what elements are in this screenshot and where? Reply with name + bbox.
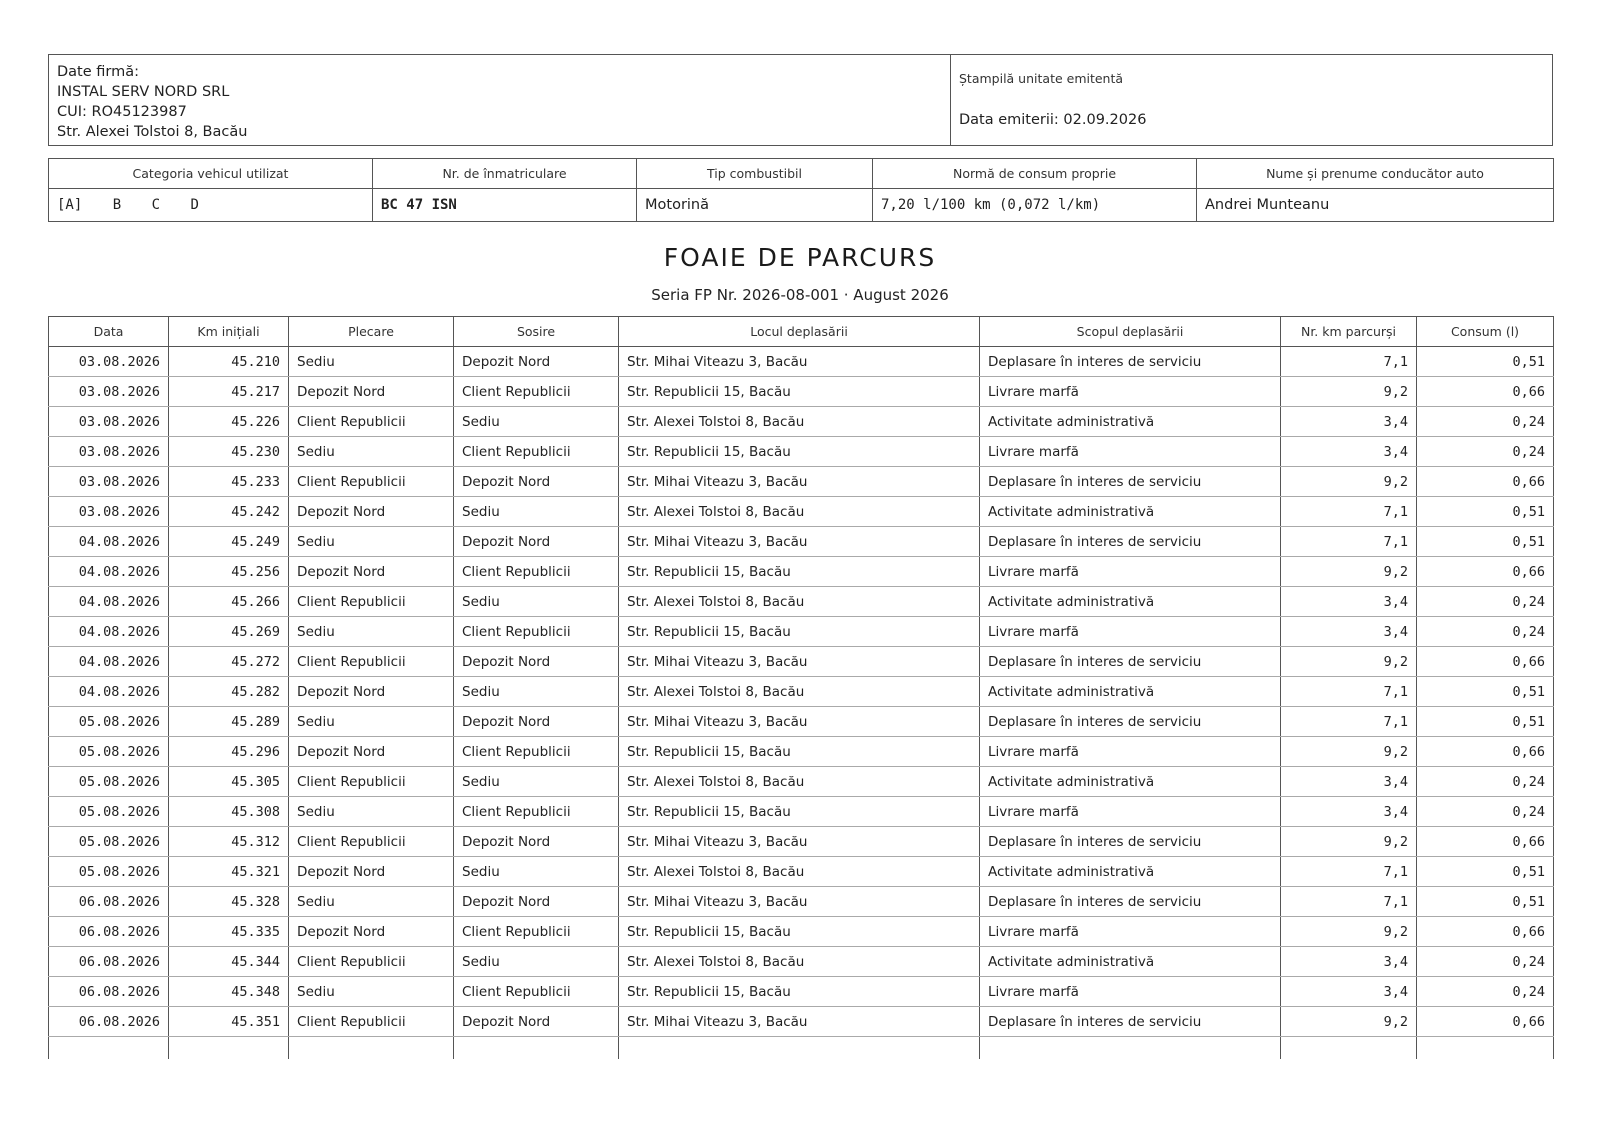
- arrival-cell: Sediu: [454, 407, 619, 437]
- consumption-cell: 0,24: [1417, 617, 1554, 647]
- location-cell: Str. Republicii 15, Bacău: [619, 737, 980, 767]
- purpose-cell: Deplasare în interes de serviciu: [980, 527, 1281, 557]
- arrival-cell: Depozit Nord: [454, 707, 619, 737]
- trips-header-row: [49, 317, 1554, 347]
- date-cell: 03.08.2026: [49, 377, 169, 407]
- location-cell: Str. Mihai Viteazu 3, Bacău: [619, 887, 980, 917]
- consumption-cell: 0,51: [1417, 707, 1554, 737]
- table-row: [49, 917, 1554, 947]
- fuel-type: Motorină: [637, 189, 873, 222]
- trips-table: [48, 316, 1554, 1059]
- arrival-cell: Sediu: [454, 767, 619, 797]
- consumption-cell: 0,24: [1417, 947, 1554, 977]
- table-row: [49, 947, 1554, 977]
- km-traveled-cell: 3,4: [1281, 947, 1417, 977]
- km-traveled-cell: 7,1: [1281, 857, 1417, 887]
- km-traveled-cell: 3,4: [1281, 977, 1417, 1007]
- km-traveled-cell: 3,4: [1281, 407, 1417, 437]
- table-row: [49, 437, 1554, 467]
- empty-cell: [1281, 1037, 1417, 1059]
- purpose-cell: Deplasare în interes de serviciu: [980, 1007, 1281, 1037]
- table-row: [49, 527, 1554, 557]
- table-row: [49, 347, 1554, 377]
- page-title: FOAIE DE PARCURS: [663, 243, 937, 272]
- column-header: Plecare: [289, 317, 454, 347]
- arrival-cell: Client Republicii: [454, 377, 619, 407]
- km-traveled-cell: 9,2: [1281, 647, 1417, 677]
- departure-cell: Depozit Nord: [289, 857, 454, 887]
- date-cell: 05.08.2026: [49, 827, 169, 857]
- departure-cell: Client Republicii: [289, 827, 454, 857]
- company-cui: CUI: RO45123987: [57, 104, 187, 120]
- departure-cell: Sediu: [289, 707, 454, 737]
- departure-cell: Client Republicii: [289, 647, 454, 677]
- km-start-cell: 45.269: [169, 617, 289, 647]
- stamp-label: Ștampilă unitate emitentă: [959, 71, 1124, 86]
- vehicle-value-row: [49, 189, 1554, 222]
- purpose-cell: Activitate administrativă: [980, 857, 1281, 887]
- km-traveled-cell: 9,2: [1281, 827, 1417, 857]
- location-cell: Str. Mihai Viteazu 3, Bacău: [619, 467, 980, 497]
- purpose-cell: Livrare marfă: [980, 977, 1281, 1007]
- purpose-cell: Livrare marfă: [980, 917, 1281, 947]
- table-row: [49, 977, 1554, 1007]
- arrival-cell: Sediu: [454, 587, 619, 617]
- km-traveled-cell: 3,4: [1281, 767, 1417, 797]
- departure-cell: Depozit Nord: [289, 737, 454, 767]
- km-traveled-cell: 3,4: [1281, 617, 1417, 647]
- date-cell: 04.08.2026: [49, 647, 169, 677]
- location-cell: Str. Mihai Viteazu 3, Bacău: [619, 827, 980, 857]
- km-traveled-cell: 9,2: [1281, 467, 1417, 497]
- date-cell: 05.08.2026: [49, 857, 169, 887]
- km-traveled-cell: 7,1: [1281, 677, 1417, 707]
- consumption-cell: 0,51: [1417, 347, 1554, 377]
- location-cell: Str. Alexei Tolstoi 8, Bacău: [619, 497, 980, 527]
- vehicle-header-row: [49, 159, 1554, 189]
- column-header: Consum (l): [1417, 317, 1554, 347]
- table-row: [49, 467, 1554, 497]
- date-cell: 03.08.2026: [49, 347, 169, 377]
- date-cell: 05.08.2026: [49, 767, 169, 797]
- company-header: [48, 54, 1553, 146]
- column-header: Nr. km parcurși: [1281, 317, 1417, 347]
- location-cell: Str. Mihai Viteazu 3, Bacău: [619, 647, 980, 677]
- date-cell: 06.08.2026: [49, 887, 169, 917]
- consumption-cell: 0,51: [1417, 887, 1554, 917]
- arrival-cell: Sediu: [454, 857, 619, 887]
- consumption-cell: 0,24: [1417, 797, 1554, 827]
- arrival-cell: Sediu: [454, 677, 619, 707]
- date-cell: 03.08.2026: [49, 467, 169, 497]
- purpose-cell: Livrare marfă: [980, 377, 1281, 407]
- arrival-cell: Client Republicii: [454, 437, 619, 467]
- location-cell: Str. Republicii 15, Bacău: [619, 437, 980, 467]
- purpose-cell: Deplasare în interes de serviciu: [980, 827, 1281, 857]
- column-header: Locul deplasării: [619, 317, 980, 347]
- arrival-cell: Depozit Nord: [454, 647, 619, 677]
- purpose-cell: Deplasare în interes de serviciu: [980, 887, 1281, 917]
- km-start-cell: 45.321: [169, 857, 289, 887]
- date-cell: 04.08.2026: [49, 617, 169, 647]
- consumption-cell: 0,24: [1417, 767, 1554, 797]
- departure-cell: Client Republicii: [289, 1007, 454, 1037]
- location-cell: Str. Alexei Tolstoi 8, Bacău: [619, 677, 980, 707]
- company-address: Str. Alexei Tolstoi 8, Bacău: [57, 124, 248, 140]
- page-subtitle: Seria FP Nr. 2026-08-001 · August 2026: [651, 286, 949, 304]
- company-name: INSTAL SERV NORD SRL: [57, 84, 230, 100]
- km-start-cell: 45.230: [169, 437, 289, 467]
- table-row: [49, 887, 1554, 917]
- km-traveled-cell: 7,1: [1281, 707, 1417, 737]
- table-row: [49, 497, 1554, 527]
- table-row: [49, 827, 1554, 857]
- purpose-cell: Activitate administrativă: [980, 947, 1281, 977]
- consumption-cell: 0,66: [1417, 377, 1554, 407]
- consumption-cell: 0,66: [1417, 557, 1554, 587]
- km-start-cell: 45.344: [169, 947, 289, 977]
- vehicle-info-table: [48, 158, 1554, 222]
- consumption-cell: 0,66: [1417, 647, 1554, 677]
- purpose-cell: Activitate administrativă: [980, 677, 1281, 707]
- purpose-cell: Livrare marfă: [980, 437, 1281, 467]
- km-start-cell: 45.242: [169, 497, 289, 527]
- km-start-cell: 45.266: [169, 587, 289, 617]
- departure-cell: Sediu: [289, 977, 454, 1007]
- departure-cell: Depozit Nord: [289, 497, 454, 527]
- table-row: [49, 857, 1554, 887]
- purpose-cell: Livrare marfă: [980, 617, 1281, 647]
- company-label: Date firmă:: [57, 64, 140, 80]
- consumption-cell: 0,24: [1417, 437, 1554, 467]
- location-cell: Str. Mihai Viteazu 3, Bacău: [619, 347, 980, 377]
- km-start-cell: 45.348: [169, 977, 289, 1007]
- km-traveled-cell: 9,2: [1281, 377, 1417, 407]
- purpose-cell: Activitate administrativă: [980, 407, 1281, 437]
- purpose-cell: Livrare marfă: [980, 557, 1281, 587]
- location-cell: Str. Republicii 15, Bacău: [619, 917, 980, 947]
- table-row: [49, 677, 1554, 707]
- departure-cell: Depozit Nord: [289, 677, 454, 707]
- date-cell: 05.08.2026: [49, 797, 169, 827]
- arrival-cell: Sediu: [454, 947, 619, 977]
- km-traveled-cell: 9,2: [1281, 737, 1417, 767]
- location-cell: Str. Alexei Tolstoi 8, Bacău: [619, 587, 980, 617]
- km-traveled-cell: 7,1: [1281, 347, 1417, 377]
- date-cell: 03.08.2026: [49, 407, 169, 437]
- km-start-cell: 45.328: [169, 887, 289, 917]
- table-row: [49, 797, 1554, 827]
- purpose-cell: Deplasare în interes de serviciu: [980, 347, 1281, 377]
- location-cell: Str. Mihai Viteazu 3, Bacău: [619, 707, 980, 737]
- table-row: [49, 407, 1554, 437]
- km-start-cell: 45.296: [169, 737, 289, 767]
- location-cell: Str. Alexei Tolstoi 8, Bacău: [619, 407, 980, 437]
- table-row: [49, 557, 1554, 587]
- category-option: C: [151, 197, 161, 213]
- column-header: Sosire: [454, 317, 619, 347]
- purpose-cell: Deplasare în interes de serviciu: [980, 707, 1281, 737]
- departure-cell: Client Republicii: [289, 467, 454, 497]
- km-start-cell: 45.233: [169, 467, 289, 497]
- km-traveled-cell: 3,4: [1281, 797, 1417, 827]
- issue-date: Data emiterii: 02.09.2026: [959, 112, 1147, 128]
- location-cell: Str. Republicii 15, Bacău: [619, 557, 980, 587]
- table-row: [49, 767, 1554, 797]
- arrival-cell: Sediu: [454, 497, 619, 527]
- column-header: Scopul deplasării: [980, 317, 1281, 347]
- arrival-cell: Client Republicii: [454, 917, 619, 947]
- location-cell: Str. Mihai Viteazu 3, Bacău: [619, 527, 980, 557]
- category-option: D: [190, 197, 199, 213]
- column-header: Data: [49, 317, 169, 347]
- departure-cell: Client Republicii: [289, 947, 454, 977]
- arrival-cell: Depozit Nord: [454, 827, 619, 857]
- consumption-cell: 0,51: [1417, 857, 1554, 887]
- arrival-cell: Depozit Nord: [454, 1007, 619, 1037]
- date-cell: 06.08.2026: [49, 977, 169, 1007]
- table-row: [49, 587, 1554, 617]
- vehicle-category-header: Categoria vehicul utilizat: [49, 159, 373, 189]
- purpose-cell: Activitate administrativă: [980, 497, 1281, 527]
- km-start-cell: 45.351: [169, 1007, 289, 1037]
- arrival-cell: Client Republicii: [454, 797, 619, 827]
- date-cell: 04.08.2026: [49, 557, 169, 587]
- date-cell: 03.08.2026: [49, 437, 169, 467]
- empty-cell: [454, 1037, 619, 1059]
- empty-cell: [49, 1037, 169, 1059]
- arrival-cell: Depozit Nord: [454, 347, 619, 377]
- table-row: [49, 617, 1554, 647]
- date-cell: 06.08.2026: [49, 1007, 169, 1037]
- km-start-cell: 45.305: [169, 767, 289, 797]
- consumption-cell: 0,51: [1417, 527, 1554, 557]
- consumption-cell: 0,24: [1417, 587, 1554, 617]
- departure-cell: Client Republicii: [289, 587, 454, 617]
- driver-name: Andrei Munteanu: [1197, 189, 1554, 222]
- arrival-cell: Client Republicii: [454, 557, 619, 587]
- km-start-cell: 45.272: [169, 647, 289, 677]
- arrival-cell: Client Republicii: [454, 737, 619, 767]
- km-traveled-cell: 7,1: [1281, 527, 1417, 557]
- consumption-cell: 0,66: [1417, 467, 1554, 497]
- km-traveled-cell: 7,1: [1281, 497, 1417, 527]
- purpose-cell: Livrare marfă: [980, 737, 1281, 767]
- km-start-cell: 45.289: [169, 707, 289, 737]
- location-cell: Str. Alexei Tolstoi 8, Bacău: [619, 947, 980, 977]
- table-row: [49, 647, 1554, 677]
- departure-cell: Client Republicii: [289, 767, 454, 797]
- date-cell: 04.08.2026: [49, 527, 169, 557]
- date-cell: 04.08.2026: [49, 677, 169, 707]
- date-cell: 06.08.2026: [49, 917, 169, 947]
- vehicle-category: [49, 189, 373, 222]
- arrival-cell: Depozit Nord: [454, 467, 619, 497]
- empty-cell: [619, 1037, 980, 1059]
- location-cell: Str. Republicii 15, Bacău: [619, 617, 980, 647]
- location-cell: Str. Mihai Viteazu 3, Bacău: [619, 1007, 980, 1037]
- arrival-cell: Client Republicii: [454, 977, 619, 1007]
- date-cell: 04.08.2026: [49, 587, 169, 617]
- km-start-cell: 45.249: [169, 527, 289, 557]
- date-cell: 03.08.2026: [49, 497, 169, 527]
- empty-cell: [1417, 1037, 1554, 1059]
- departure-cell: Sediu: [289, 617, 454, 647]
- consumption-cell: 0,24: [1417, 407, 1554, 437]
- plate-header: Nr. de înmatriculare: [373, 159, 637, 189]
- km-traveled-cell: 9,2: [1281, 557, 1417, 587]
- purpose-cell: Activitate administrativă: [980, 587, 1281, 617]
- date-cell: 05.08.2026: [49, 707, 169, 737]
- km-traveled-cell: 7,1: [1281, 887, 1417, 917]
- consumption-cell: 0,66: [1417, 1007, 1554, 1037]
- table-row: [49, 1007, 1554, 1037]
- km-start-cell: 45.308: [169, 797, 289, 827]
- category-option: B: [112, 197, 122, 213]
- consumption-norm: 7,20 l/100 km (0,072 l/km): [873, 189, 1197, 222]
- consumption-cell: 0,66: [1417, 827, 1554, 857]
- km-start-cell: 45.282: [169, 677, 289, 707]
- location-cell: Str. Republicii 15, Bacău: [619, 977, 980, 1007]
- arrival-cell: Depozit Nord: [454, 887, 619, 917]
- km-start-cell: 45.256: [169, 557, 289, 587]
- table-row: [49, 377, 1554, 407]
- km-start-cell: 45.335: [169, 917, 289, 947]
- stamp-area: [951, 55, 1552, 145]
- departure-cell: Depozit Nord: [289, 377, 454, 407]
- empty-row: [49, 1037, 1554, 1059]
- date-cell: 05.08.2026: [49, 737, 169, 767]
- departure-cell: Depozit Nord: [289, 557, 454, 587]
- km-start-cell: 45.210: [169, 347, 289, 377]
- consumption-cell: 0,24: [1417, 977, 1554, 1007]
- consumption-cell: 0,51: [1417, 677, 1554, 707]
- category-option: [A]: [57, 197, 83, 213]
- column-header: Km inițiali: [169, 317, 289, 347]
- location-cell: Str. Alexei Tolstoi 8, Bacău: [619, 767, 980, 797]
- departure-cell: Sediu: [289, 797, 454, 827]
- purpose-cell: Deplasare în interes de serviciu: [980, 647, 1281, 677]
- arrival-cell: Client Republicii: [454, 617, 619, 647]
- table-row: [49, 707, 1554, 737]
- date-cell: 06.08.2026: [49, 947, 169, 977]
- consumption-norm-header: Normă de consum proprie: [873, 159, 1197, 189]
- consumption-cell: 0,66: [1417, 737, 1554, 767]
- driver-header: Nume și prenume conducător auto: [1197, 159, 1554, 189]
- km-traveled-cell: 3,4: [1281, 587, 1417, 617]
- km-start-cell: 45.312: [169, 827, 289, 857]
- departure-cell: Sediu: [289, 347, 454, 377]
- location-cell: Str. Republicii 15, Bacău: [619, 377, 980, 407]
- purpose-cell: Activitate administrativă: [980, 767, 1281, 797]
- purpose-cell: Deplasare în interes de serviciu: [980, 467, 1281, 497]
- arrival-cell: Depozit Nord: [454, 527, 619, 557]
- company-details: [49, 55, 951, 145]
- km-traveled-cell: 3,4: [1281, 437, 1417, 467]
- location-cell: Str. Alexei Tolstoi 8, Bacău: [619, 857, 980, 887]
- km-start-cell: 45.217: [169, 377, 289, 407]
- km-start-cell: 45.226: [169, 407, 289, 437]
- purpose-cell: Livrare marfă: [980, 797, 1281, 827]
- empty-cell: [289, 1037, 454, 1059]
- departure-cell: Sediu: [289, 887, 454, 917]
- location-cell: Str. Republicii 15, Bacău: [619, 797, 980, 827]
- empty-cell: [169, 1037, 289, 1059]
- departure-cell: Sediu: [289, 437, 454, 467]
- departure-cell: Depozit Nord: [289, 917, 454, 947]
- km-traveled-cell: 9,2: [1281, 1007, 1417, 1037]
- departure-cell: Client Republicii: [289, 407, 454, 437]
- table-row: [49, 737, 1554, 767]
- fuel-header: Tip combustibil: [637, 159, 873, 189]
- km-traveled-cell: 9,2: [1281, 917, 1417, 947]
- consumption-cell: 0,51: [1417, 497, 1554, 527]
- consumption-cell: 0,66: [1417, 917, 1554, 947]
- empty-cell: [980, 1037, 1281, 1059]
- departure-cell: Sediu: [289, 527, 454, 557]
- plate-number: BC 47 ISN: [373, 189, 637, 222]
